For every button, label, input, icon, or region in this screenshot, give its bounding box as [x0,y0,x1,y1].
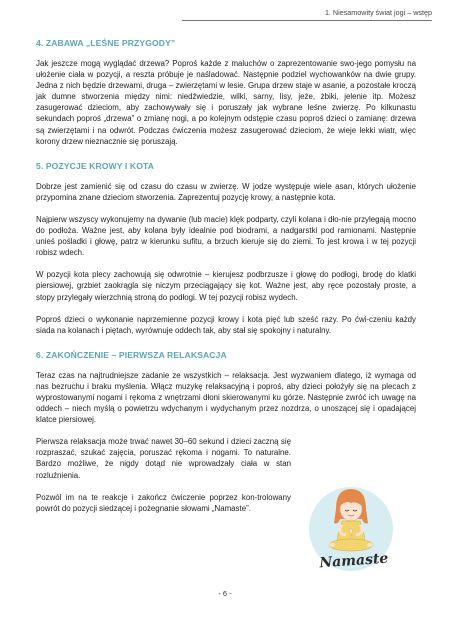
namaste-illustration [306,479,396,574]
section-6-paragraph-1: Teraz czas na najtrudniejsze zadanie ze wszystkich – relaksacja. Jest wyzwaniem dlatego, iż wymaga od nas bezruchu i braku myślenia. Włącz muzykę relaksacyjną i poproś, aby dzieci położyły się na plecach z wyprostowanymi nogami i rękoma z wnętrzami dłoni skierowanymi ku górze. Następnie zwróć ich uwagę na oddech – niech myślą o powietrzu wdychanym i wydychanym przez nozdrza, o unoszącej się i opadającej klatce piersiowej. [36,370,416,425]
section-5-paragraph-2: Najpierw wszyscy wykonujemy na dywanie (lub macie) klęk podparty, czyli kolana i dło-nie przylegają mocno do podłoża. Ważne jest, aby kolana były idealnie pod biodrami, a nadgarstki pod ramionami. Następnie unieś pośladki i głowę, patrz w kierunku sufitu, a brzuch kieruje się do ziemi. To jest krowa i w tej pozycji robisz wdech. [36,214,416,258]
meditating-child-icon [306,479,396,574]
section-6-paragraph-2: Pierwsza relaksacja może trwać nawet 30–60 sekund i dzieci zaczną się rozpraszać, szukać zajęcia, poruszać rękoma i nogami. To naturalne. Bardzo możliwe, że nigdy dotąd nie wprowadzały ciała w stan rozluźnienia. [36,437,291,480]
section-5-paragraph-4: Poproś dzieci o wykonanie naprzemienne pozycji krowy i kota pięć lub sześć razy. Po ćwi-czeniu każdy siada na kolanach i piętach, wyrównuje oddech tak, aby stał się spokojny i naturalny. [36,314,416,335]
section-6-paragraph-3: Pozwól im na te reakcje i zakończ ćwiczenie poprzez kon-trolowany powrót do pozycji siedzącej i pożegnanie słowami „Namaste”. [36,492,291,513]
section-4-title: 4. ZABAWA „LEŚNE PRZYGODY” [36,38,176,48]
section-5-title: 5. POZYCJE KROWY I KOTA [36,160,155,171]
section-5-paragraph-3: W pozycji kota plecy zachowują się odwrotnie – kierujesz podbrzusze i głowę do podłogi, brodę do klatki piersiowej, grzbiet zaokrągla się niczym przeciągający się kot. Ważne jest, aby ręce pozostały proste, a stopy przylegały wierzchnią stroną do podłogi. W tej pozycji robisz wydech. [36,270,416,302]
namaste-caption: Namaste [318,550,389,572]
section-6-title: 6. ZAKOŃCZENIE – PIERWSZA RELAKSACJA [36,349,227,360]
section-5-paragraph-1: Dobrze jest zamienić się od czasu do czasu w zwierzę. W jodze występuje wiele asan, których ułożenie przypomina znane dzieciom stworzenia. Zaprezentuj pozycję krowy, a następnie kota. [36,181,416,202]
section-4-paragraph: Jak jeszcze mogą wyglądać drzewa? Poproś każde z maluchów o zaprezentowanie swo-jego pomysłu na ułożenie ciała w pozycji, a reszta próbuje je naśladować. Następnie podziel wychowanków na dwie grupy. Jedna z nich będzie drzewami, druga – zwierzętami w lesie. Grupa drzew staje w asanie, a pozostałe kroczą jak dumne stworzenia między nimi: niedźwiedzie, wilki, sarny, lisy, jeże, żbiki, jelenie itp. Możesz zasugerować dzieciom, aby zachowywały się i poruszały jak wybrane leśne zwierzę. Po kilkunastu sekundach poproś „drzewa” o zmianę nogi, a po kolejnym odstępie czasu poproś dzieci o zamianę: drzewa są zwierzętami i na odwrót. Podczas ćwiczenia możesz zasugerować dzieciom, że wieje lekki wiatr, więc korony drzew nieznacznie się poruszają. [36,59,416,146]
page-content [36,38,416,514]
page-number: - 6 - [218,589,232,598]
running-header: 1. Niesamowity świat jogi – wstęp [182,8,432,21]
